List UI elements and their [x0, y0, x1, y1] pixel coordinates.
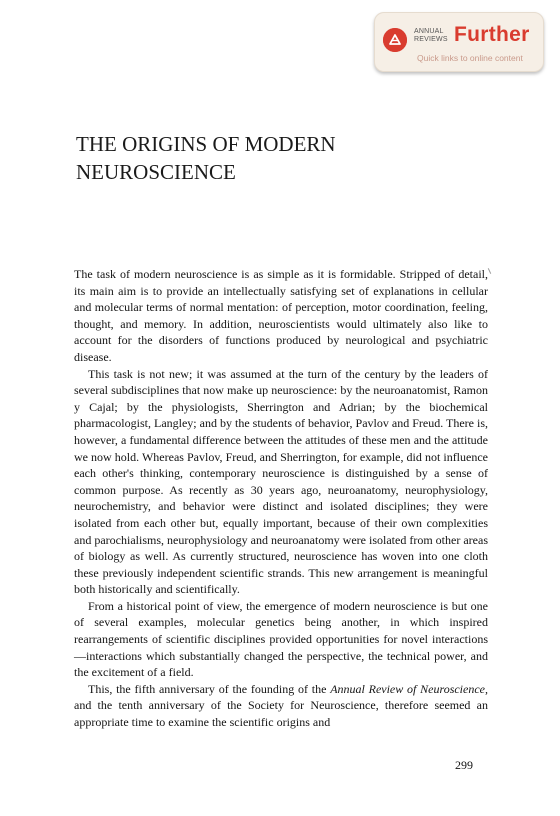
paragraph-4 — [74, 681, 488, 731]
journal-name: Annual Review of Neuroscience, — [330, 681, 488, 696]
article-title-line2: NEUROSCIENCE — [76, 160, 236, 184]
paragraph-4-end: and the tenth anniversary of the Society for Neuroscience, therefore seemed an appropriate time to examine the scientific origins and — [74, 698, 488, 730]
stray-mark — [488, 268, 491, 274]
paragraph-1: The task of modern neuroscience is as simple as it is formidable. Stripped of detail, its main aim is to provide an intellectually satisfying set of explanations in cellular and molecular terms of normal mentation: of perception, motor coordination, feeling, thought, and memory. In addition, neuroscientists would ultimately also like to account for the disorders of functions produced by neurological and psychiatric disease. — [74, 267, 488, 364]
annual-reviews-logo-icon — [383, 28, 407, 52]
publisher-name-line2: REVIEWS — [414, 36, 448, 43]
article-title-line1: THE ORIGINS OF MODERN — [76, 132, 336, 156]
publisher-name-line1: ANNUAL — [414, 28, 444, 35]
article-title — [76, 130, 496, 186]
publisher-name — [414, 28, 454, 44]
further-subtitle[interactable]: Quick links to online content — [417, 53, 523, 63]
article-body — [74, 266, 488, 731]
further-title[interactable]: Further — [454, 23, 530, 46]
paragraph-2: This task is not new; it was assumed at the turn of the century by the leaders of several subdisciplines that now make up neuroscience: by the neuroanatomist, Ramon y Cajal; by the physiologists, Sherrington and Adrian; by the biochemical pharmacologist, Langley; and by the students of behavior, Pavlov and Freud. There is, however, a fundamental difference between the attitudes of these men and the attitude we now hold. Whereas Pavlov, Freud, and Sherrington, for example, did not influence each other's thinking, contemporary neuroscience is distinguished by a sense of common purpose. As recently as 30 years ago, neuroanatomy, neurophysiology, neurochemistry, and behavior were distinct and isolated disciplines; they were isolated from each other but, equally important, because of their own complexities and parochialisms, neurophysiology and neuroanatomy were isolated from other areas of biology as well. As currently structured, neuroscience has woven into one cloth these previously independent scientific strands. This new arrangement is meaningful both historically and scientifically. — [74, 366, 488, 597]
paragraph-3: From a historical point of view, the emergence of modern neuroscience is but one of several examples, molecular genetics being another, in which inspired rearrangements of scientific disciplines provided opportunities for novel interactions—interactions which substantially changed the perspective, the technical power, and the excitement of a field. — [74, 598, 488, 680]
further-links-badge[interactable] — [374, 12, 544, 72]
page-number: 299 — [455, 758, 473, 772]
paragraph-4-start: This, the fifth anniversary of the founding of the — [88, 681, 331, 696]
